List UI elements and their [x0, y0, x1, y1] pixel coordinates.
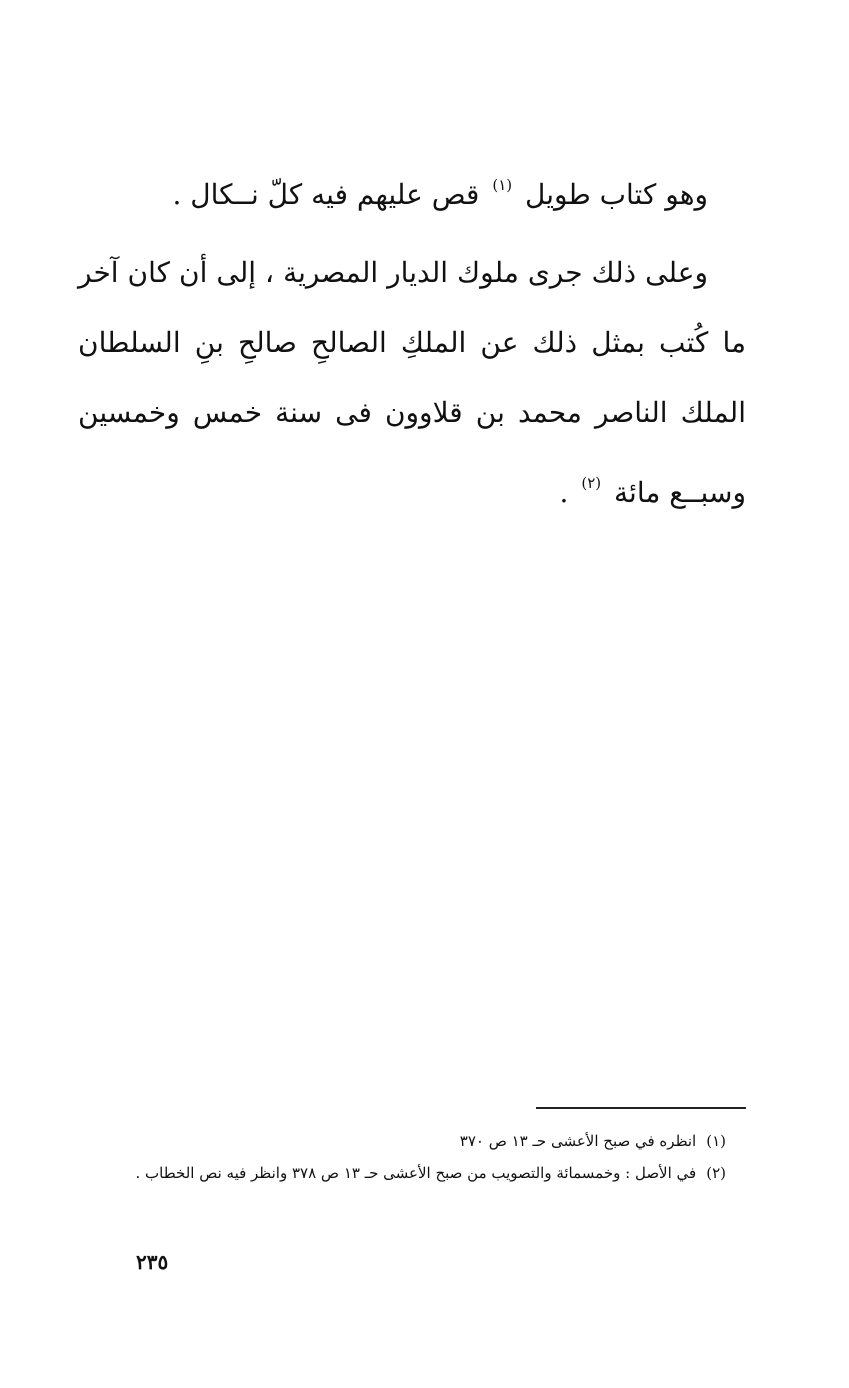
- footnotes: [80, 1128, 726, 1192]
- paragraph-2: [78, 238, 746, 528]
- paragraph-1: [78, 150, 746, 230]
- footnote-1: [80, 1128, 726, 1154]
- paragraph-1-text-end: قص عليهم فيه كلّ نــكال .: [172, 178, 480, 211]
- paragraph-1-text-start: وهو كتاب طويل: [525, 178, 708, 211]
- footnote-2: [80, 1160, 726, 1186]
- footnote-text-1: انظره في صبح الأعشى حـ ١٣ ص ٣٧٠: [459, 1132, 697, 1150]
- footnote-ref-1: (١): [492, 176, 513, 194]
- main-text: [78, 150, 746, 528]
- footnote-number-2: (٢): [706, 1164, 726, 1182]
- footnote-number-1: (١): [706, 1132, 726, 1150]
- footnote-ref-2: (٢): [581, 474, 602, 492]
- page-number: ٢٣٥: [136, 1250, 169, 1274]
- footnote-text-2: في الأصل : وخمسمائة والتصويب من صبح الأعشى حـ ١٣ ص ٣٧٨ وانظر فيه نص الخطاب .: [135, 1164, 697, 1182]
- paragraph-2-period: .: [559, 476, 569, 509]
- paragraph-2-text: وعلى ذلك جرى ملوك الديار المصرية ، إلى أن كان آخر ما كُتب بمثل ذلك عن الملكِ الصالحِ صالحِ بنِ السلطان الملك الناصر محمد بن قلاوون فى سنة خمس وخمسين وسبــع مائة: [78, 256, 746, 509]
- footnote-separator: [536, 1107, 746, 1109]
